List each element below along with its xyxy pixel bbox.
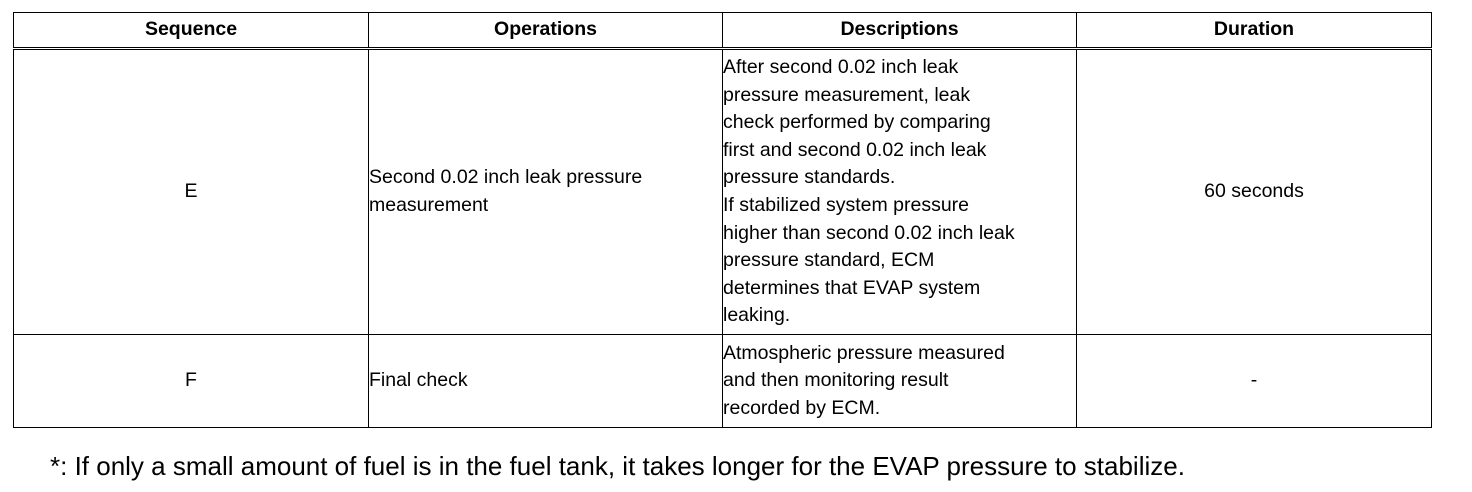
- header-duration: Duration: [1077, 13, 1432, 49]
- footnote: *: If only a small amount of fuel is in the fuel tank, it takes longer for the EVAP pressure to stabilize.: [50, 451, 1185, 481]
- cell-operations: [369, 49, 723, 335]
- cell-operations: [369, 335, 723, 428]
- description-line: If stabilized system pressure: [723, 194, 970, 216]
- description-line: determines that EVAP system: [723, 276, 981, 299]
- description-line: check performed by comparing: [723, 111, 991, 134]
- cell-sequence: E: [14, 49, 369, 335]
- description-line: After second 0.02 inch leak: [723, 56, 959, 79]
- description-line: pressure standard, ECM: [723, 249, 935, 272]
- cell-duration: -: [1077, 335, 1432, 428]
- description-line: and then monitoring result: [723, 369, 949, 392]
- description-line: Atmospheric pressure measured: [723, 341, 1005, 364]
- cell-descriptions: [723, 49, 1077, 335]
- description-line: leaking.: [723, 304, 791, 327]
- description-line: pressure measurement, leak: [723, 83, 971, 106]
- operations-line: Final check: [369, 369, 468, 392]
- header-descriptions: Descriptions: [723, 13, 1077, 49]
- table-row: [14, 335, 1432, 428]
- header-operations: Operations: [369, 13, 723, 49]
- table-header-row: [14, 13, 1432, 49]
- description-line: recorded by ECM.: [723, 396, 881, 419]
- cell-descriptions: [723, 335, 1077, 428]
- description-line: higher than second 0.02 inch leak: [723, 221, 1015, 244]
- cell-duration: 60 seconds: [1077, 49, 1432, 335]
- operations-line: Second 0.02 inch leak pressure: [369, 166, 643, 189]
- header-sequence: Sequence: [14, 13, 369, 49]
- operations-line: measurement: [369, 194, 489, 216]
- description-line: first and second 0.02 inch leak: [723, 138, 987, 161]
- table-row: [14, 49, 1432, 335]
- cell-sequence: F: [14, 335, 369, 428]
- description-line: pressure standards.: [723, 166, 896, 189]
- procedure-table: [13, 12, 1432, 428]
